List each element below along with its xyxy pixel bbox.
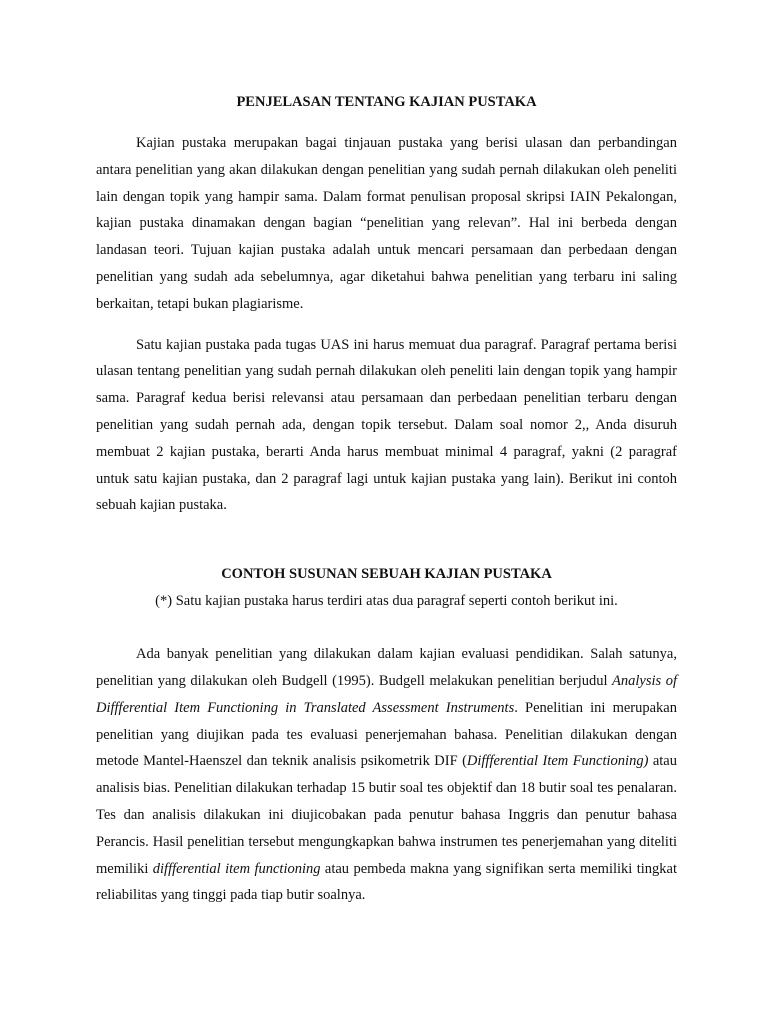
example-text-part1: Ada banyak penelitian yang dilakukan dalam kajian evaluasi pendidikan. Salah satunya, penelitian yang dilakukan oleh Budgell (1995). Budgell melakukan penelitian berjudul [96, 646, 677, 689]
example-text-part2: . Penelitian ini merupakan penelitian yang diujikan pada tes evaluasi penerjemahan bahasa. Penelitian dilakukan dengan metode Mantel-Haenszel dan teknik analisis psikometrik DIF ( [96, 699, 677, 770]
paragraph-spacer [96, 318, 677, 332]
example-term-italic: diffferential item functioning [152, 860, 321, 877]
example-text-part4: atau pembeda makna yang signifikan serta memiliki tingkat reliabilitas yang tinggi pada tiap butir soalnya. [96, 860, 677, 904]
paragraph-introduction: Kajian pustaka merupakan bagai tinjauan pustaka yang berisi ulasan dan perbandingan antara penelitian yang akan dilakukan dengan penelitian yang sudah pernah dilakukan oleh peneliti lain dengan topik yang hampir sama. Dalam format penulisan proposal skripsi IAIN Pekalongan, kajian pustaka dinamakan dengan bagian “penelitian yang relevan”. Hal ini berbeda dengan landasan teori. Tujuan kajian pustaka adalah untuk mencari persamaan dan perbedaan dengan penelitian yang sudah ada sebelumnya, agar diketahui bahwa penelitian yang terbaru ini saling berkaitan, tetapi bukan plagiarisme. [96, 135, 677, 312]
paragraph-example [96, 641, 677, 909]
section-spacer [96, 519, 677, 561]
example-dif-italic: Diffferential Item Functioning) [466, 753, 649, 770]
page-title: PENJELASAN TENTANG KAJIAN PUSTAKA [236, 94, 537, 110]
paragraph-instructions: Satu kajian pustaka pada tugas UAS ini harus memuat dua paragraf. Paragraf pertama berisi ulasan tentang penelitian yang sudah pernah dilakukan oleh peneliti lain dengan topik yang hampir sama. Paragraf kedua berisi relevansi atau persamaan dan perbedaan penelitian terbaru dengan penelitian yang sudah pernah ada, dengan topik tersebut. Dalam soal nomor 2,, Anda disuruh membuat 2 kajian pustaka, berarti Anda harus membuat minimal 4 paragraf, yakni (2 paragraf untuk satu kajian pustaka, dan 2 paragraf lagi untuk kajian pustaka yang lain). Berikut ini contoh sebuah kajian pustaka. [96, 336, 677, 514]
section-title: CONTOH SUSUNAN SEBUAH KAJIAN PUSTAKA [221, 566, 552, 583]
example-text-part3: atau analisis bias. Penelitian dilakukan terhadap 15 butir soal tes objektif dan 18 butir soal tes penalaran. Tes dan analisis dilakukan ini diujicobakan pada penutur bahasa Inggris dan penutur bahasa Perancis. Hasil penelitian tersebut mengungkapkan bahwa instrumen tes penerjemahan yang diteliti memiliki [96, 753, 677, 877]
example-spacer [96, 615, 677, 641]
example-title-italic: Analysis of Diffferential Item Functioning in Translated Assessment Instruments [96, 672, 677, 716]
document-body [96, 89, 677, 909]
section-note: (*) Satu kajian pustaka harus terdiri atas dua paragraf seperti contoh berikut ini. [155, 593, 618, 610]
